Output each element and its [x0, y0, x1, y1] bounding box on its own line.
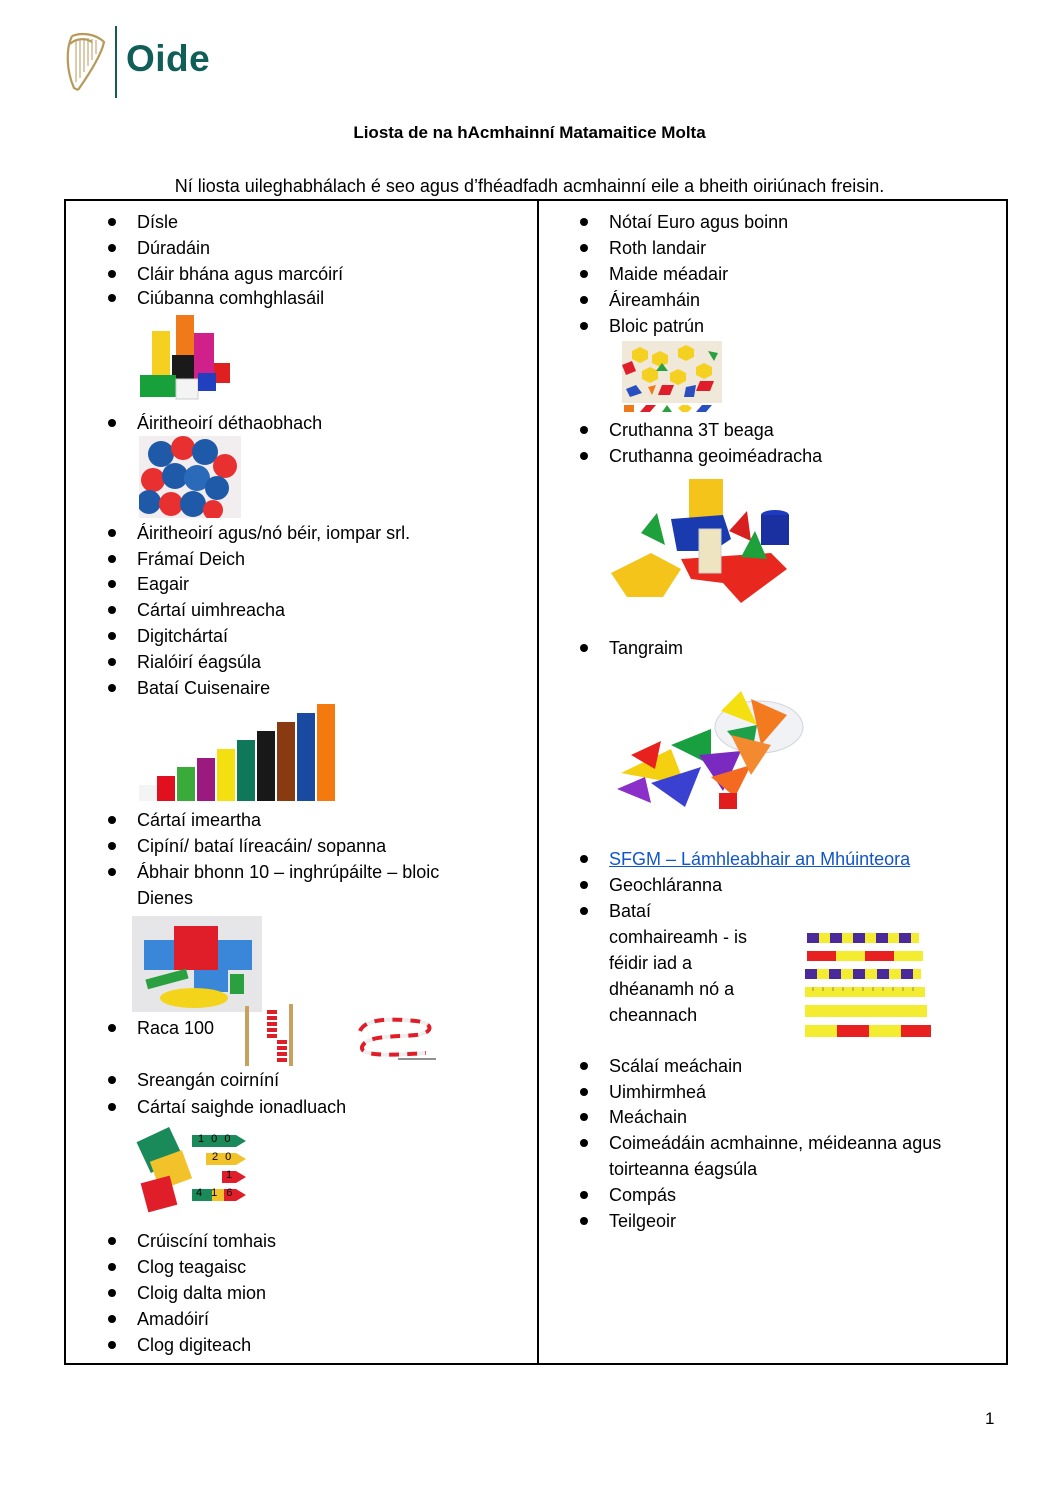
logo-divider — [115, 26, 117, 98]
geometric-shapes-image — [611, 479, 791, 603]
page-number: 1 — [985, 1409, 995, 1428]
linking-cubes-image — [138, 311, 238, 401]
two-sided-counters-image — [139, 436, 241, 518]
bead-string-image — [356, 1013, 438, 1061]
column-divider — [537, 201, 539, 1363]
document-subtitle: Ní liosta uileghabhálach é seo agus d’fhéadfadh acmhainní eile a bheith oiriúnach freisin. — [174, 176, 885, 196]
arrow-cards-art — [136, 1127, 254, 1213]
dienes-blocks-image — [132, 916, 262, 1012]
counting-sticks-image — [803, 929, 935, 1039]
logo-wordmark: Oide — [126, 38, 211, 79]
document-title: Liosta de na hAcmhainní Matamaitice Molta — [353, 123, 706, 142]
cuisenaire-rods-image — [139, 703, 335, 803]
arrow-card-1: 1 — [226, 1169, 233, 1181]
arrow-card-100: 1 0 0 — [198, 1133, 233, 1145]
harp-icon — [62, 30, 112, 94]
tangrams-image — [611, 685, 807, 815]
place-value-arrow-cards-image — [136, 1127, 254, 1213]
pattern-blocks-image — [622, 341, 722, 413]
sfgm-teacher-manual-link[interactable]: SFGM – Lámhleabhair an Mhúinteora — [609, 849, 911, 869]
hundred-rack-image — [241, 1002, 299, 1068]
arrow-card-20: 2 0 — [212, 1151, 234, 1163]
arrow-card-416: 4 1 6 — [196, 1187, 236, 1199]
resources-table: Dísle Dúradáin Cláir bhána agus marcóirí Ciúbanna comhghlasáil Áiritheoirí déthaobhach Áiritheoirí agus/nó béir, iompar srl. Frámaí Deich Eagair Cártaí uimhreacha Digitchártaí Rialóirí éagsúla Bataí Cuisenaire Cártaí imeartha Cipíní/ bataí líreacáin/ sopanna Ábhair bhonn 10 – inghrúpáilte – bloic Dienes Raca 100 Sreangán coirníní Cártaí saighde ionadluach 1 0 0 2 0 1 4 1 6 Crúiscíní tomhais Clog teagaisc Cloig dalta mion Amadóirí Clog digiteach Nótaí Euro agus boinn Roth landair Maide méadair Áireamháin Bloic patrún Cruthanna 3T beaga Cruthanna geoiméadracha Tangraim SFGM – Lámhleabhair an Mhúinteora Geochláranna Bataí comhaireamh - is féidir iad a dhéanamh nó a cheannach Scálaí meáchain Uimhirmheá Meáchain Coimeádáin acmhainne, méideanna agus toirteanna éagsúla Compás Teilgeoir — [64, 199, 1008, 1365]
